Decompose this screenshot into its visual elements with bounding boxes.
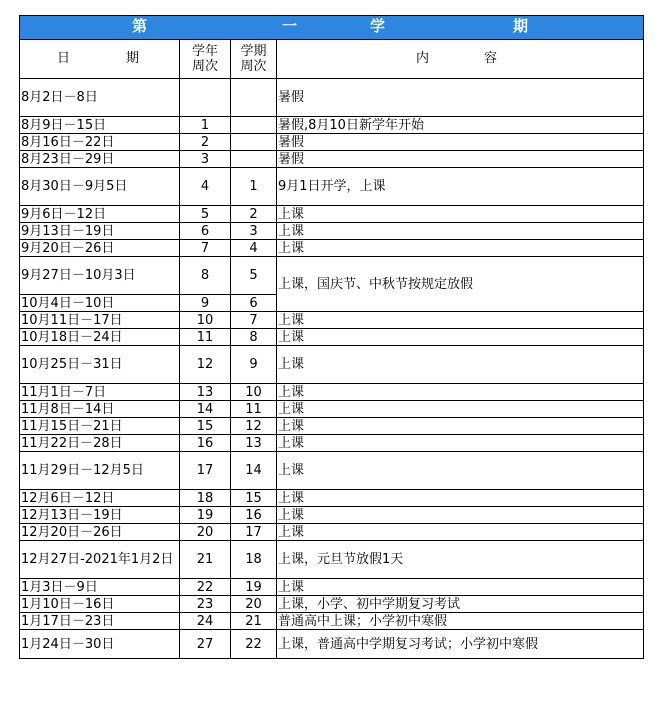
year-week-cell: 17 [180, 452, 231, 490]
header-date [20, 40, 180, 79]
date-cell: 1月17日－23日 [20, 613, 180, 630]
year-week-cell: 18 [180, 490, 231, 507]
term-week-cell: 11 [231, 401, 277, 418]
year-week-cell: 22 [180, 579, 231, 596]
date-cell: 9月27日－10月3日 [20, 257, 180, 295]
term-week-cell: 8 [231, 329, 277, 346]
header-row [20, 40, 644, 79]
year-week-cell: 24 [180, 613, 231, 630]
year-week-cell: 21 [180, 541, 231, 579]
table-row [20, 117, 644, 134]
table-row [20, 206, 644, 223]
title-char: 第 [132, 17, 148, 35]
date-cell: 12月13日－19日 [20, 507, 180, 524]
date-cell: 8月2日－8日 [20, 79, 180, 117]
semester-title [20, 16, 644, 40]
term-week-cell: 16 [231, 507, 277, 524]
content-cell: 上课 [277, 490, 644, 507]
year-week-cell: 20 [180, 524, 231, 541]
header-year-week [180, 40, 231, 79]
table-row [20, 257, 644, 295]
header-term-week-line1: 学期 [240, 44, 267, 59]
term-week-cell: 3 [231, 223, 277, 240]
table-row [20, 79, 644, 117]
table-row [20, 452, 644, 490]
title-char: 期 [513, 17, 529, 35]
term-week-cell: 5 [231, 257, 277, 295]
content-cell: 上课 [277, 579, 644, 596]
table-row [20, 168, 644, 206]
term-week-cell: 6 [231, 295, 277, 312]
term-week-cell: 21 [231, 613, 277, 630]
date-cell: 11月15日－21日 [20, 418, 180, 435]
term-week-cell [231, 151, 277, 168]
title-char: 学 [370, 17, 386, 35]
year-week-cell: 19 [180, 507, 231, 524]
table-row [20, 596, 644, 613]
term-week-cell [231, 79, 277, 117]
table-row [20, 329, 644, 346]
header-date-char: 日 [57, 51, 71, 66]
date-cell: 11月8日－14日 [20, 401, 180, 418]
date-cell: 9月13日－19日 [20, 223, 180, 240]
date-cell: 1月3日－9日 [20, 579, 180, 596]
content-cell: 上课 [277, 312, 644, 329]
date-cell: 10月18日－24日 [20, 329, 180, 346]
table-row [20, 346, 644, 384]
title-char: 一 [282, 17, 298, 35]
content-cell: 上课，小学、初中学期复习考试 [277, 596, 644, 613]
table-row [20, 524, 644, 541]
content-cell: 上课 [277, 384, 644, 401]
date-cell: 9月20日－26日 [20, 240, 180, 257]
table-row [20, 541, 644, 579]
content-cell: 上课 [277, 240, 644, 257]
year-week-cell: 7 [180, 240, 231, 257]
table-row [20, 630, 644, 659]
year-week-cell: 9 [180, 295, 231, 312]
year-week-cell: 13 [180, 384, 231, 401]
content-cell: 上课，元旦节放假1天 [277, 541, 644, 579]
title-row [20, 16, 644, 40]
header-term-week [231, 40, 277, 79]
date-cell: 12月27日-2021年1月2日 [20, 541, 180, 579]
year-week-cell: 14 [180, 401, 231, 418]
date-cell: 8月9日－15日 [20, 117, 180, 134]
content-cell: 上课 [277, 329, 644, 346]
date-cell: 8月16日－22日 [20, 134, 180, 151]
date-cell: 11月1日－7日 [20, 384, 180, 401]
content-cell: 暑假 [277, 79, 644, 117]
term-week-cell: 14 [231, 452, 277, 490]
content-cell: 上课 [277, 524, 644, 541]
year-week-cell: 4 [180, 168, 231, 206]
content-cell: 暑假,8月10日新学年开始 [277, 117, 644, 134]
term-week-cell: 4 [231, 240, 277, 257]
date-cell: 8月30日－9月5日 [20, 168, 180, 206]
year-week-cell: 3 [180, 151, 231, 168]
table-row [20, 223, 644, 240]
content-cell: 上课，普通高中学期复习考试；小学初中寒假 [277, 630, 644, 659]
term-week-cell: 18 [231, 541, 277, 579]
date-cell: 10月25日－31日 [20, 346, 180, 384]
table-row [20, 384, 644, 401]
year-week-cell [180, 79, 231, 117]
table-row [20, 312, 644, 329]
year-week-cell: 1 [180, 117, 231, 134]
year-week-cell: 5 [180, 206, 231, 223]
content-cell: 上课 [277, 507, 644, 524]
table-row [20, 401, 644, 418]
year-week-cell: 8 [180, 257, 231, 295]
term-week-cell: 10 [231, 384, 277, 401]
date-cell: 8月23日－29日 [20, 151, 180, 168]
term-week-cell: 9 [231, 346, 277, 384]
content-cell: 上课 [277, 435, 644, 452]
year-week-cell: 10 [180, 312, 231, 329]
content-cell: 上课 [277, 418, 644, 435]
year-week-cell: 2 [180, 134, 231, 151]
content-cell: 普通高中上课；小学初中寒假 [277, 613, 644, 630]
table-row [20, 418, 644, 435]
date-cell: 11月22日－28日 [20, 435, 180, 452]
header-content-char: 容 [484, 51, 498, 66]
date-cell: 1月24日－30日 [20, 630, 180, 659]
content-cell: 暑假 [277, 151, 644, 168]
year-week-cell: 27 [180, 630, 231, 659]
term-week-cell: 22 [231, 630, 277, 659]
content-cell: 上课 [277, 401, 644, 418]
header-year-week-line2: 周次 [191, 59, 218, 74]
term-week-cell: 1 [231, 168, 277, 206]
header-year-week-line1: 学年 [191, 44, 218, 59]
header-term-week-line2: 周次 [240, 59, 267, 74]
content-cell: 上课，国庆节、中秋节按规定放假 [277, 257, 644, 312]
table-row [20, 613, 644, 630]
content-cell: 上课 [277, 206, 644, 223]
semester-schedule-table [19, 15, 644, 659]
term-week-cell: 7 [231, 312, 277, 329]
header-content [277, 40, 644, 79]
term-week-cell: 17 [231, 524, 277, 541]
content-cell: 上课 [277, 346, 644, 384]
term-week-cell: 2 [231, 206, 277, 223]
year-week-cell: 23 [180, 596, 231, 613]
date-cell: 1月10日－16日 [20, 596, 180, 613]
term-week-cell [231, 134, 277, 151]
year-week-cell: 16 [180, 435, 231, 452]
table-row [20, 151, 644, 168]
content-cell: 上课 [277, 452, 644, 490]
term-week-cell: 13 [231, 435, 277, 452]
header-content-char: 内 [416, 51, 430, 66]
table-row [20, 240, 644, 257]
term-week-cell [231, 117, 277, 134]
date-cell: 12月6日－12日 [20, 490, 180, 507]
year-week-cell: 15 [180, 418, 231, 435]
table-row [20, 134, 644, 151]
table-row [20, 490, 644, 507]
date-cell: 10月11日－17日 [20, 312, 180, 329]
table-row [20, 435, 644, 452]
date-cell: 9月6日－12日 [20, 206, 180, 223]
date-cell: 12月20日－26日 [20, 524, 180, 541]
year-week-cell: 6 [180, 223, 231, 240]
term-week-cell: 20 [231, 596, 277, 613]
content-cell: 暑假 [277, 134, 644, 151]
year-week-cell: 11 [180, 329, 231, 346]
year-week-cell: 12 [180, 346, 231, 384]
content-cell: 9月1日开学，上课 [277, 168, 644, 206]
table-row [20, 507, 644, 524]
term-week-cell: 19 [231, 579, 277, 596]
table-row [20, 579, 644, 596]
date-cell: 11月29日－12月5日 [20, 452, 180, 490]
term-week-cell: 15 [231, 490, 277, 507]
header-date-char: 期 [126, 51, 140, 66]
content-cell: 上课 [277, 223, 644, 240]
term-week-cell: 12 [231, 418, 277, 435]
date-cell: 10月4日－10日 [20, 295, 180, 312]
